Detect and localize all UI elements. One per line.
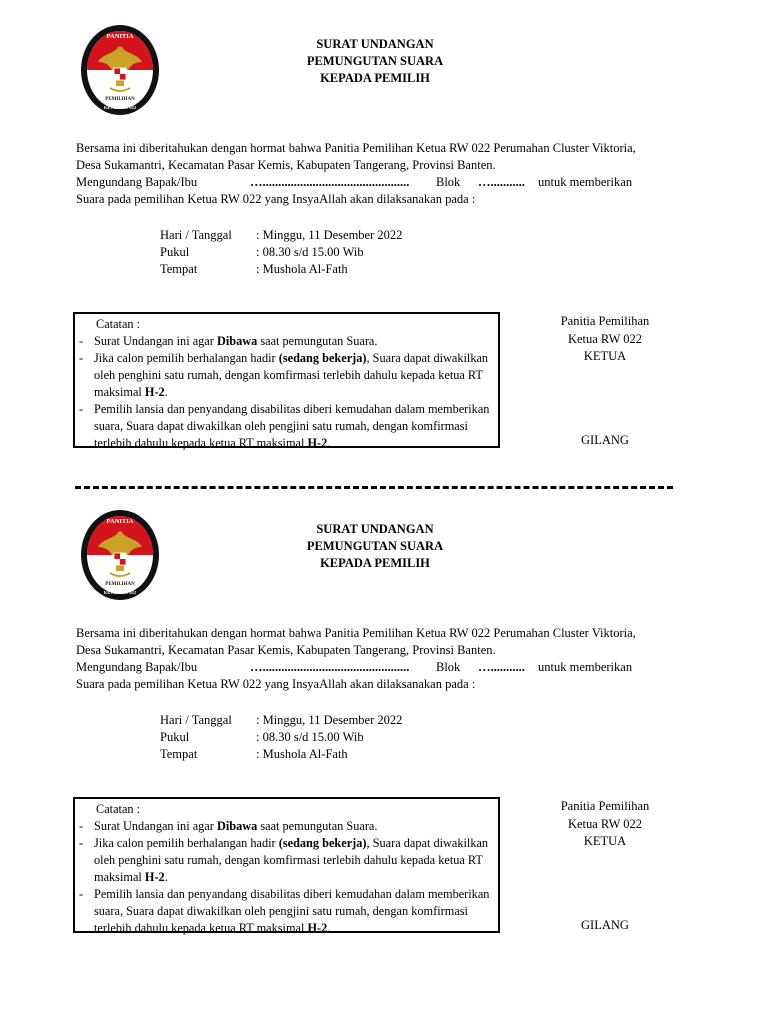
letter-body [76, 140, 716, 208]
schedule-value: : Minggu, 11 Desember 2022 [256, 713, 403, 727]
sign-line: Panitia Pemilihan [560, 799, 650, 813]
schedule-label: Tempat [160, 262, 198, 276]
sign-line: KETUA [583, 834, 627, 848]
garuda-emblem-icon [80, 509, 160, 601]
letter-title [240, 521, 510, 572]
notes-heading: Catatan : [96, 317, 141, 331]
schedule [160, 712, 460, 763]
title-line: KEPADA PEMILIH [320, 71, 430, 85]
logo-bottom-text: KETUA RW 022 [103, 590, 137, 595]
title-line: SURAT UNDANGAN [316, 522, 434, 536]
schedule-value: : Minggu, 11 Desember 2022 [256, 228, 403, 242]
schedule [160, 227, 460, 278]
logo-top-text: PANITIA [106, 518, 134, 525]
note-item: - Surat Undangan ini agar Dibawa saat pemungutan Suara. [79, 819, 378, 833]
blok-blank: …........... [478, 660, 525, 674]
schedule-row [160, 712, 460, 729]
schedule-row [160, 244, 460, 261]
note-item: - Jika calon pemilih berhalangan hadir (sedang bekerja), Suara dapat diwakilkan oleh penghini satu rumah, dengan komfirmasi terlebih dahulu kepada ketua RT maksimal H-2. [79, 351, 489, 399]
invite-line [76, 174, 716, 191]
schedule-value: : 08.30 s/d 15.00 Wib [256, 730, 364, 744]
invitation-card-1 [0, 0, 768, 470]
note-item: - Surat Undangan ini agar Dibawa saat pemungutan Suara. [79, 334, 378, 348]
schedule-label: Pukul [160, 245, 190, 259]
notes-box [73, 312, 500, 448]
note-item: - Jika calon pemilih berhalangan hadir (sedang bekerja), Suara dapat diwakilkan oleh penghini satu rumah, dengan komfirmasi terlebih dahulu kepada ketua RT maksimal H-2. [79, 836, 489, 884]
invite-label: Mengundang Bapak/Ibu [76, 660, 198, 674]
signature-block [540, 313, 670, 366]
intro-line: Suara pada pemilihan Ketua RW 022 yang InsyaAllah akan dilaksanakan pada : [76, 192, 476, 206]
invitation-card-2 [0, 485, 768, 955]
invite-tail: untuk memberikan [538, 660, 633, 674]
garuda-emblem-icon [80, 24, 160, 116]
name-blank: …............................................... [250, 660, 410, 674]
sign-line: KETUA [583, 349, 627, 363]
note-item: - Pemilih lansia dan penyandang disabilitas diberi kemudahan dalam memberikan suara, Suara dapat diwakilkan oleh pengjini satu rumah, dengan komfirmasi terlebih dahulu kepada ketua RT maksimal H-2. [79, 887, 490, 935]
intro-line: Suara pada pemilihan Ketua RW 022 yang InsyaAllah akan dilaksanakan pada : [76, 677, 476, 691]
letter-title [240, 36, 510, 87]
schedule-label: Pukul [160, 730, 190, 744]
intro-line: Desa Sukamantri, Kecamatan Pasar Kemis, Kabupaten Tangerang, Provinsi Banten. [76, 643, 496, 657]
schedule-value: : Mushola Al-Fath [256, 262, 348, 276]
schedule-label: Hari / Tanggal [160, 228, 232, 242]
schedule-label: Hari / Tanggal [160, 713, 232, 727]
sign-line: Panitia Pemilihan [560, 314, 650, 328]
schedule-label: Tempat [160, 747, 198, 761]
signer-name: GILANG [581, 918, 629, 932]
intro-line: Bersama ini diberitahukan dengan hormat bahwa Panitia Pemilihan Ketua RW 022 Perumahan Cluster Viktoria, [76, 626, 636, 640]
schedule-row [160, 227, 460, 244]
sign-line: Ketua RW 022 [567, 331, 643, 346]
logo-bottom-text: KETUA RW 022 [103, 105, 137, 110]
signature-block [540, 798, 670, 851]
schedule-row [160, 729, 460, 746]
intro-line: Bersama ini diberitahukan dengan hormat bahwa Panitia Pemilihan Ketua RW 022 Perumahan Cluster Viktoria, [76, 141, 636, 155]
schedule-value: : Mushola Al-Fath [256, 747, 348, 761]
logo-top-text: PANITIA [106, 33, 134, 40]
name-blank: …............................................... [250, 175, 410, 189]
schedule-value: : 08.30 s/d 15.00 Wib [256, 245, 364, 259]
invite-label: Mengundang Bapak/Ibu [76, 175, 198, 189]
notes-heading: Catatan : [96, 802, 141, 816]
intro-line: Desa Sukamantri, Kecamatan Pasar Kemis, Kabupaten Tangerang, Provinsi Banten. [76, 158, 496, 172]
logo-mid-text: PEMILIHAN [105, 97, 135, 102]
invite-line [76, 659, 716, 676]
blok-label: Blok [436, 175, 461, 189]
sign-line: Ketua RW 022 [567, 816, 643, 831]
schedule-row [160, 261, 460, 278]
blok-label: Blok [436, 660, 461, 674]
invite-tail: untuk memberikan [538, 175, 633, 189]
schedule-row [160, 746, 460, 763]
title-line: SURAT UNDANGAN [316, 37, 434, 51]
notes-box [73, 797, 500, 933]
note-item: - Pemilih lansia dan penyandang disabilitas diberi kemudahan dalam memberikan suara, Suara dapat diwakilkan oleh pengjini satu rumah, dengan komfirmasi terlebih dahulu kepada ketua RT maksimal H-2. [79, 402, 490, 450]
title-line: KEPADA PEMILIH [320, 556, 430, 570]
letter-body [76, 625, 716, 693]
signer-name: GILANG [581, 433, 629, 447]
logo-mid-text: PEMILIHAN [105, 582, 135, 587]
title-line: PEMUNGUTAN SUARA [306, 54, 444, 68]
blok-blank: …........... [478, 175, 525, 189]
title-line: PEMUNGUTAN SUARA [306, 539, 444, 553]
